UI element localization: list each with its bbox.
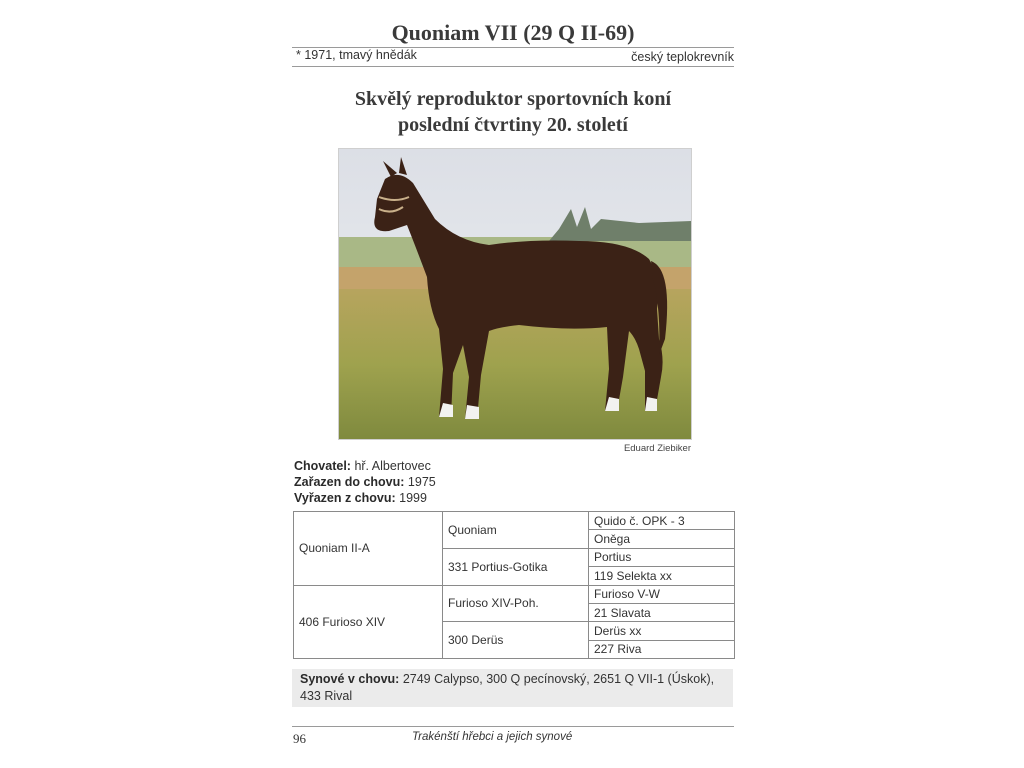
breeder-label: Chovatel: <box>294 459 351 473</box>
page-number: 96 <box>293 731 306 746</box>
breeder-row <box>294 458 436 474</box>
offspring-box <box>292 669 733 707</box>
headline <box>292 86 734 138</box>
pedigree-sire-sire-sire: Quido č. OPK - 3 <box>589 512 735 530</box>
removed-row <box>294 490 436 506</box>
pedigree-sire: Quoniam II-A <box>294 512 443 586</box>
pedigree-dam-dam: 300 Derüs <box>443 622 589 659</box>
breed-info: český teplokrevník <box>631 50 734 64</box>
book-title: Trakénští hřebci a jejich synové <box>412 731 573 743</box>
offspring-line-1 <box>300 671 725 688</box>
pedigree-table <box>293 511 735 659</box>
removed-label: Vyřazen z chovu: <box>294 491 396 505</box>
pedigree-sire-sire-dam: Oněga <box>589 530 735 548</box>
removed-value: 1999 <box>399 491 427 505</box>
pedigree-dam-dam-dam: 227 Riva <box>589 640 735 658</box>
pedigree-sire-dam-sire: Portius <box>589 548 735 566</box>
photo-credit: Eduard Ziebiker <box>623 443 691 454</box>
pedigree-dam-sire-dam: 21 Slavata <box>589 603 735 621</box>
included-value: 1975 <box>407 475 436 489</box>
pedigree-dam-sire: Furioso XIV-Poh. <box>443 585 589 622</box>
pedigree-sire-dam: 331 Portius-Gotika <box>443 548 589 585</box>
meta-rule <box>292 66 734 67</box>
pedigree-dam: 406 Furioso XIV <box>294 585 443 659</box>
footer-rule <box>292 726 734 727</box>
birth-info: * 1971, tmavý hnědák <box>296 48 417 62</box>
offspring-line-2: 433 Rival <box>300 689 353 703</box>
horse-image <box>339 149 691 439</box>
table-row <box>294 585 735 603</box>
included-label: Zařazen do chovu: <box>294 475 405 489</box>
page-title: Quoniam VII (29 Q II-69) <box>391 20 635 45</box>
headline-line-2: poslední čtvrtiny 20. století <box>398 114 628 136</box>
pedigree-dam-sire-sire: Furioso V-W <box>589 585 735 603</box>
horse-photo <box>338 148 692 440</box>
pedigree-sire-sire: Quoniam <box>443 512 589 549</box>
offspring-label: Synové v chovu: <box>300 672 400 686</box>
breeder-value: hř. Albertovec <box>354 459 431 473</box>
breeding-info <box>294 458 436 506</box>
pedigree-sire-dam-dam: 119 Selekta xx <box>589 567 735 585</box>
table-row <box>294 512 735 530</box>
headline-line-1: Skvělý reproduktor sportovních koní <box>354 88 672 110</box>
pedigree-dam-dam-sire: Derüs xx <box>589 622 735 640</box>
offspring-list: 2749 Calypso, 300 Q pecínovský, 2651 Q VII-1 (Úskok), <box>402 672 715 686</box>
included-row <box>294 474 436 490</box>
